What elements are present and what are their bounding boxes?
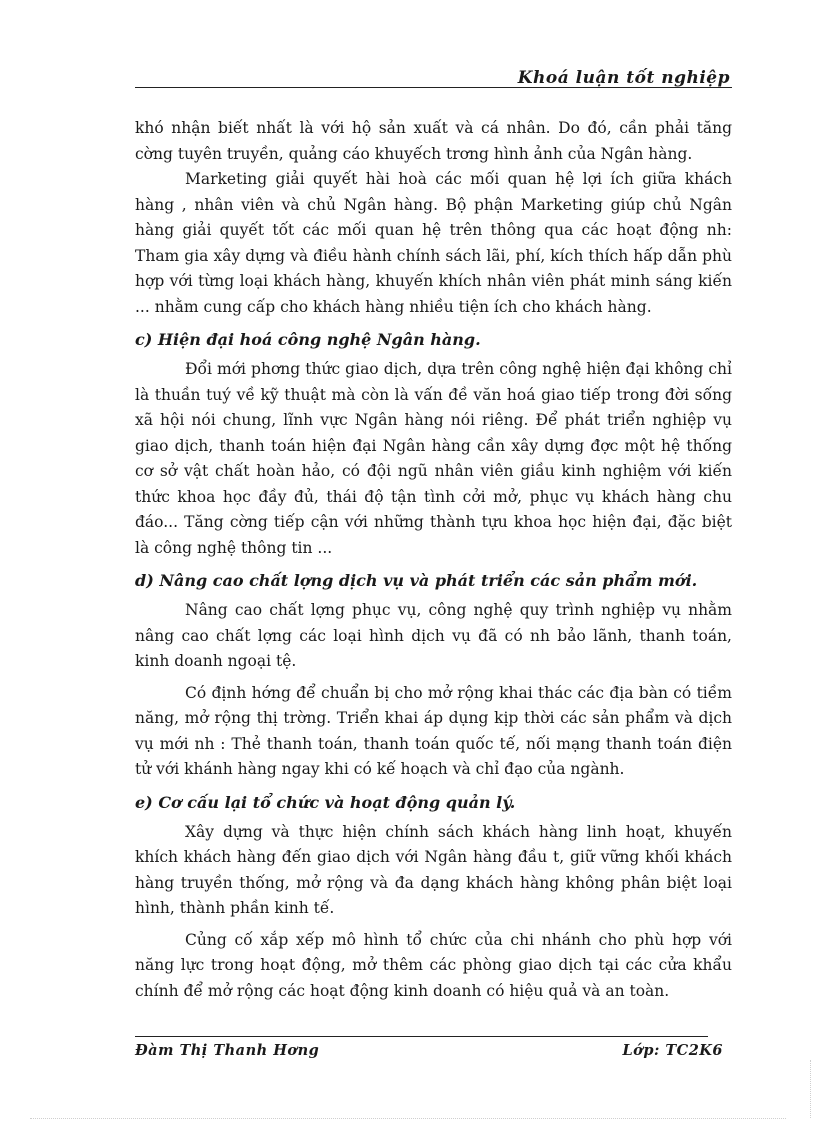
footer-author: Đàm Thị Thanh Hơng <box>135 1042 320 1059</box>
footer-class: Lớp: TC2K6 <box>622 1042 723 1059</box>
page-header-title: Khoá luận tốt nghiệp <box>517 68 730 88</box>
paragraph: Nâng cao chất lợng phục vụ, công nghệ quy trình nghiệp vụ nhằm nâng cao chất lợng các loại hình dịch vụ đã có nh bảo lãnh, thanh toán, kinh doanh ngoại tệ. <box>135 601 732 670</box>
paragraph: Đổi mới phơng thức giao dịch, dựa trên công nghệ hiện đại không chỉ là thuần tuý về kỹ thuật mà còn là vấn đề văn hoá giao tiếp trong đời sống xã hội nói chung, lĩnh vực Ngân hàng nói riêng. Để phát triển nghiệp vụ giao dịch, thanh toán hiện đại Ngân hàng cần xây dựng đợc một hệ thống cơ sở vật chất hoàn hảo, có đội ngũ nhân viên giầu kinh nghiệm với kiến thức khoa học đầy đủ, thái độ tận tình cởi mở, phục vụ khách hàng chu đáo... Tăng cờng tiếp cận với những thành tựu khoa học hiện đại, đặc biệt là công nghệ thông tin ... <box>135 360 732 557</box>
section-heading-d: d) Nâng cao chất lợng dịch vụ và phát triển các sản phẩm mới. <box>135 571 698 590</box>
page-edge-border-right <box>810 1060 811 1118</box>
paragraph: Củng cố xắp xếp mô hình tổ chức của chi nhánh cho phù hợp với năng lực trong hoạt động, mở thêm các phòng giao dịch tại các cửa khẩu chính để mở rộng các hoạt động kinh doanh có hiệu quả và an toàn. <box>135 930 732 1000</box>
footer-rule <box>135 1036 708 1037</box>
page-edge-border <box>30 1118 786 1119</box>
document-body <box>135 116 732 1004</box>
header-rule <box>135 87 732 88</box>
paragraph: Có định hớng để chuẩn bị cho mở rộng khai thác các địa bàn có tiềm năng, mở rộng thị trờng. Triển khai áp dụng kịp thời các sản phẩm và dịch vụ mới nh : Thẻ thanh toán, thanh toán quốc tế, nối mạng thanh toán điện tử với khánh hàng ngay khi có kế hoạch và chỉ đạo của ngành. <box>135 683 732 778</box>
paragraph: Marketing giải quyết hài hoà các mối quan hệ lợi ích giữa khách hàng , nhân viên và chủ Ngân hàng. Bộ phận Marketing giúp chủ Ngân hàng giải quyết tốt các mối quan hệ trên thông qua các hoạt động nh: Tham gia xây dựng và điều hành chính sách lãi, phí, kích thích hấp dẫn phù hợp với từng loại khách hàng, khuyến khích nhân viên phát minh sáng kiến ... nhằm cung cấp cho khách hàng nhiều tiện ích cho khách hàng. <box>135 170 732 316</box>
section-heading-e: e) Cơ cấu lại tổ chức và hoạt động quản lý. <box>135 792 516 812</box>
paragraph: Xây dựng và thực hiện chính sách khách hàng linh hoạt, khuyến khích khách hàng đến giao dịch với Ngân hàng đầu t, giữ vững khối khách hàng truyền thống, mở rộng và đa dạng khách hàng không phân biệt loại hình, thành phần kinh tế. <box>135 822 732 917</box>
paragraph: khó nhận biết nhất là với hộ sản xuất và cá nhân. Do đó, cần phải tăng cờng tuyên truyền, quảng cáo khuyếch trơng hình ảnh của Ngân hàng. <box>135 119 732 163</box>
section-heading-c: c) Hiện đại hoá công nghệ Ngân hàng. <box>135 330 481 349</box>
